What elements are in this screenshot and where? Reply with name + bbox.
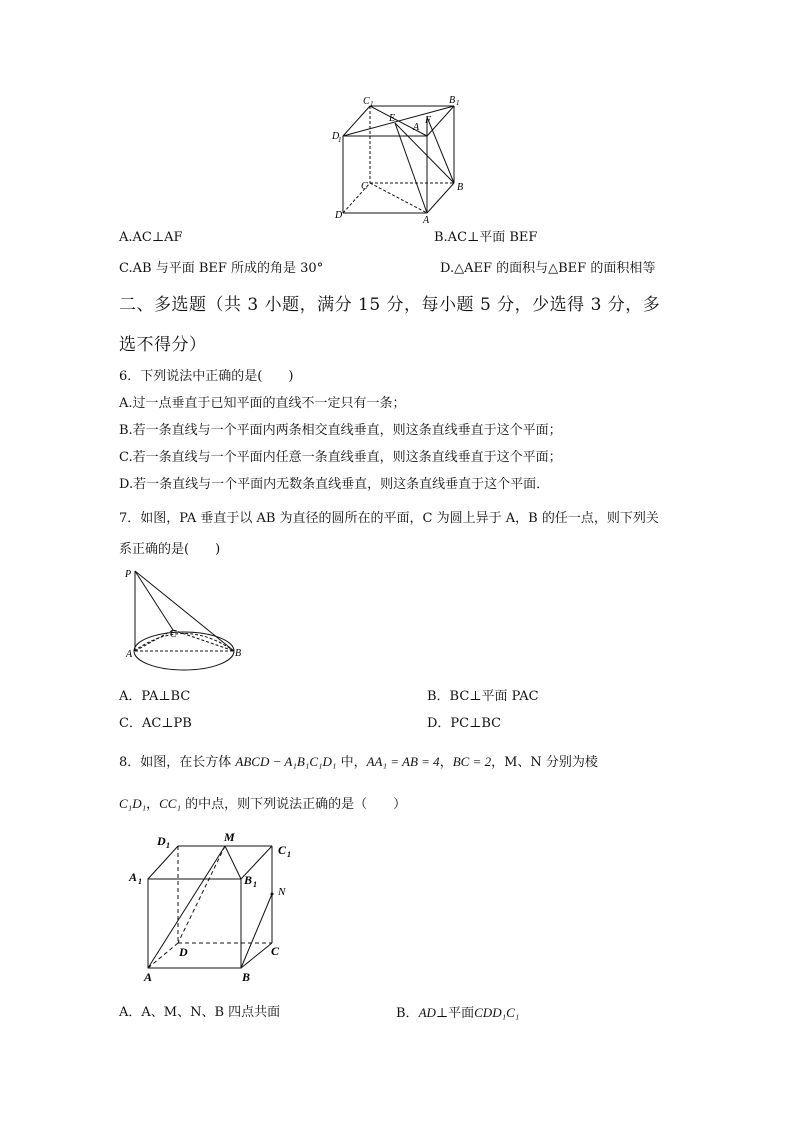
- label-D1-sub: 1: [166, 841, 170, 850]
- q8-line2-sep: ，: [146, 797, 160, 812]
- label-A1: A: [129, 870, 138, 884]
- q8-stem-line1: [119, 754, 598, 771]
- q8-line2-rest: 的中点，则下列说法正确的是（ ）: [181, 797, 407, 812]
- q6-stem: 6．下列说法中正确的是( ): [119, 369, 294, 384]
- label-D1: D: [157, 834, 166, 848]
- q5-option-a: A.AC⊥AF: [119, 230, 183, 245]
- label-D1: D: [332, 131, 340, 142]
- q8-eq2: BC = 2: [452, 754, 492, 769]
- label-D: D: [335, 210, 343, 221]
- label-B: B: [242, 970, 251, 984]
- q8-box-tail: A₁B₁C₁D₁: [284, 754, 337, 769]
- q8-option-a: A．A、M、N、B 四点共面: [119, 1005, 281, 1020]
- label-A: A: [423, 215, 430, 226]
- q8-box-dash: −: [269, 754, 285, 769]
- q8-option-b-plane: CDD₁C₁: [474, 1005, 520, 1020]
- q8-stem-mid: 中，: [336, 755, 367, 770]
- label-P: P: [125, 569, 132, 580]
- q8-sep: ，: [439, 755, 453, 770]
- q8-stem-line2: [119, 796, 406, 813]
- label-B1: B: [449, 95, 456, 106]
- label-D: D: [179, 945, 188, 959]
- label-C: C: [170, 629, 177, 640]
- q7-stem-line1: 7．如图，PA 垂直于以 AB 为直径的圆所在的平面，C 为圆上异于 A，B 的任一点，则下列关: [119, 511, 659, 526]
- q7-option-c: C．AC⊥PB: [119, 716, 192, 731]
- q7-cone-figure: [118, 562, 253, 677]
- label-E: E: [389, 113, 396, 124]
- label-M: M: [224, 830, 235, 844]
- label-F: F: [425, 115, 432, 126]
- q5-option-c: C.AB 与平面 BEF 所成的角是 30°: [119, 261, 324, 276]
- q7-option-d: D．PC⊥BC: [427, 716, 502, 731]
- q8-option-b-line: AD: [418, 1005, 436, 1020]
- q8-option-b: [396, 1005, 519, 1022]
- q5-option-b: B.AC⊥平面 BEF: [434, 230, 538, 245]
- label-A1-sub: 1: [138, 877, 142, 886]
- label-A: A: [144, 970, 153, 984]
- label-C: C: [271, 944, 280, 958]
- label-A: A: [126, 649, 133, 660]
- q7-stem-line2: 系正确的是( ): [119, 542, 221, 557]
- label-A1: A: [413, 122, 420, 133]
- q8-box-name: ABCD: [235, 754, 270, 769]
- label-B: B: [457, 182, 464, 193]
- q8-eq1: AA₁ = AB = 4: [366, 754, 440, 769]
- q8-option-b-prefix: B．: [396, 1006, 419, 1021]
- label-D1-sub: 1: [338, 136, 342, 144]
- q8-edge-cc1: CC₁: [159, 796, 181, 811]
- q8-stem-prefix: 8．如图，在长方体: [119, 755, 232, 770]
- label-C1-sub: 1: [370, 100, 374, 108]
- q7-option-b: B．BC⊥平面 PAC: [427, 689, 539, 704]
- q7-option-a: A．PA⊥BC: [119, 689, 191, 704]
- q6-option-c: C.若一条直线与一个平面内任意一条直线垂直，则这条直线垂直于这个平面；: [119, 450, 562, 465]
- section-heading-line2: 选不得分）: [119, 335, 207, 355]
- label-N: N: [278, 886, 286, 898]
- label-B1-sub: 1: [456, 99, 460, 107]
- q8-cuboid-figure: [124, 828, 304, 988]
- label-B1-sub: 1: [253, 880, 257, 889]
- q6-option-d: D.若一条直线与一个平面内无数条直线垂直，则这条直线垂直于这个平面．: [119, 477, 550, 492]
- q8-stem-end: ，M、N 分别为棱: [491, 755, 598, 770]
- q5-option-d: D.△AEF 的面积与△BEF 的面积相等: [440, 261, 656, 276]
- label-B1: B: [244, 873, 253, 887]
- label-C: C: [361, 181, 368, 192]
- section-heading-line1: 二、多选题（共 3 小题，满分 15 分，每小题 5 分，少选得 3 分，多: [119, 295, 661, 315]
- label-C1: C: [363, 96, 370, 107]
- q8-edge-c1d1: C₁D₁: [119, 796, 147, 811]
- label-B: B: [235, 648, 242, 659]
- q5-cube-figure: [330, 92, 470, 227]
- label-C1-sub: 1: [287, 850, 291, 859]
- q6-option-a: A.过一点垂直于已知平面的直线不一定只有一条；: [119, 396, 406, 411]
- q8-option-b-mid: ⊥平面: [435, 1006, 475, 1021]
- label-C1: C: [278, 843, 287, 857]
- q6-option-b: B.若一条直线与一个平面内两条相交直线垂直，则这条直线垂直于这个平面；: [119, 423, 562, 438]
